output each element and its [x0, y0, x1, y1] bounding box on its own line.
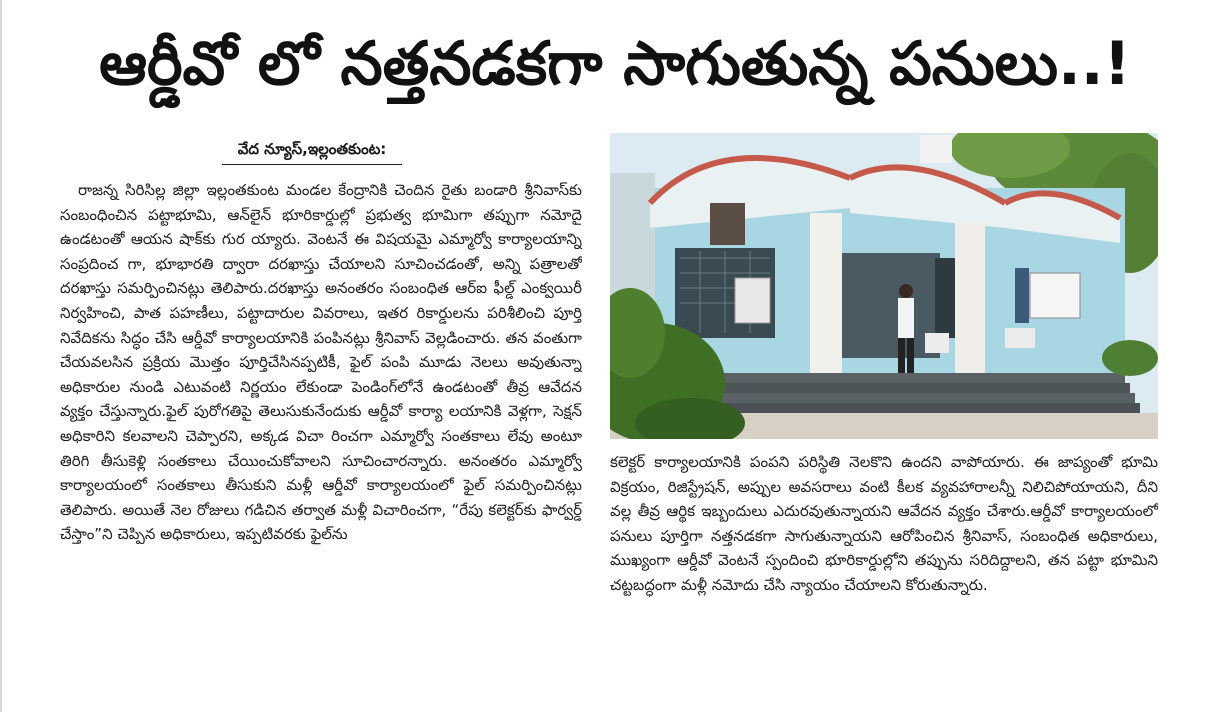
headline: ఆర్డీవో లో నత్తనడకగా సాగుతున్న పనులు..!	[99, 29, 1131, 99]
page-left-border	[0, 0, 2, 712]
article-photo	[610, 133, 1158, 439]
article-body-left-column	[60, 178, 582, 702]
article-paragraph: రాజన్న సిరిసిల్ల జిల్లా ఇల్లంతకుంట మండల కేంద్రానికి చెందిన రైతు బండారి శ్రీనివాస్‌కు సంబంధించిన పట్టాభూమి, ఆన్‌లైన్ భూరికార్డుల్లో ప్రభుత్వ భూమిగా తప్పుగా నమోదై ఉండటంతో ఆయన షాక్‌కు గుర య్యారు. వెంటనే ఈ విషయమై ఎమ్మార్వో కార్యాలయాన్ని సంప్రదించ గా, భూభారతి ద్వారా దరఖాస్తు చేయాలని సూచించడంతో, అన్ని పత్రాలతో దరఖాస్తు సమర్పించినట్లు తెలిపారు.దరఖాస్తు అనంతరం సంబంధిత ఆర్ఐ ఫీల్డ్ ఎంక్వయిరీ నిర్వహించి, పాత పహణీలు, పట్టాదారుల వివరాలు, ఇతర రికార్డులను పరిశీలించి పూర్తి నివేదికను సిద్ధం చేసి ఆర్డీవో కార్యాలయానికి పంపినట్లు శ్రీనివాస్ వెల్లడించారు. తన వంతుగా చేయవలసిన ప్రక్రియ మొత్తం పూర్తిచేసినప్పటికీ, ఫైల్ పంపి మూడు నెలలు అవుతున్నా అధికారుల నుండి ఎటువంటి నిర్ణయం లేకుండా పెండింగ్‌లోనే ఉండటంతో తీవ్ర ఆవేదన వ్యక్తం చేస్తున్నారు.ఫైల్ పురోగతిపై తెలుసుకునేందుకు ఆర్డీవో కార్యా లయానికి వెళ్లగా, సెక్షన్ అధికారిని కలవాలని చెప్పారని, అక్కడ విచా రించగా ఎమ్మార్వో సంతకాలు లేవు అంటూ తిరిగి తీసుకెళ్లి సంతకాలు చేయించుకోవాలని సూచించారన్నారు. అనంతరం ఎమ్మార్వో కార్యాలయంలో సంతకాలు తీసుకుని మళ్లీ ఆర్డీవో కార్యాలయంలో ఫైల్ సమర్పించినట్లు తెలిపారు. అయితే నెల రోజులు గడిచిన తర్వాత మళ్లీ విచారించగా, “రేపు కలెక్టర్‌కు ఫార్వర్డ్ చేస్తాం”ని చెప్పిన అధికారులు, ఇప్పటివరకు ఫైల్‌ను	[60, 181, 582, 544]
byline-underline	[222, 164, 402, 165]
article-paragraph: కలెక్టర్ కార్యాలయానికి పంపని పరిస్థితి నెలకొని ఉందని వాపోయారు. ఈ జాప్యంతో భూమి విక్రయం, రిజిస్ట్రేషన్, అప్పుల అవసరాలు వంటి కీలక వ్యవహారాలన్నీ నిలిచిపోయాయని, దీని వల్ల తీవ్ర ఆర్థిక ఇబ్బందులు ఎదురవుతున్నాయని ఆవేదన వ్యక్తం చేశారు.ఆర్డీవో కార్యాలయంలో పనులు పూర్తిగా నత్తనడకగా సాగుతున్నాయని ఆరోపించిన శ్రీనివాస్, సంబంధిత అధికారులు, ముఖ్యంగా ఆర్డీవో వెంటనే స్పందించి భూరికార్డుల్లోని తప్పును సరిదిద్దాలని, తన పట్టా భూమిని చట్టబద్ధంగా మళ్లీ నమోదు చేసి న్యాయం చేయాలని కోరుతున్నారు.	[610, 453, 1158, 594]
article-body-right-column	[610, 450, 1158, 672]
byline: వేద న్యూస్,ఇల్లంతకుంట:	[237, 140, 387, 158]
